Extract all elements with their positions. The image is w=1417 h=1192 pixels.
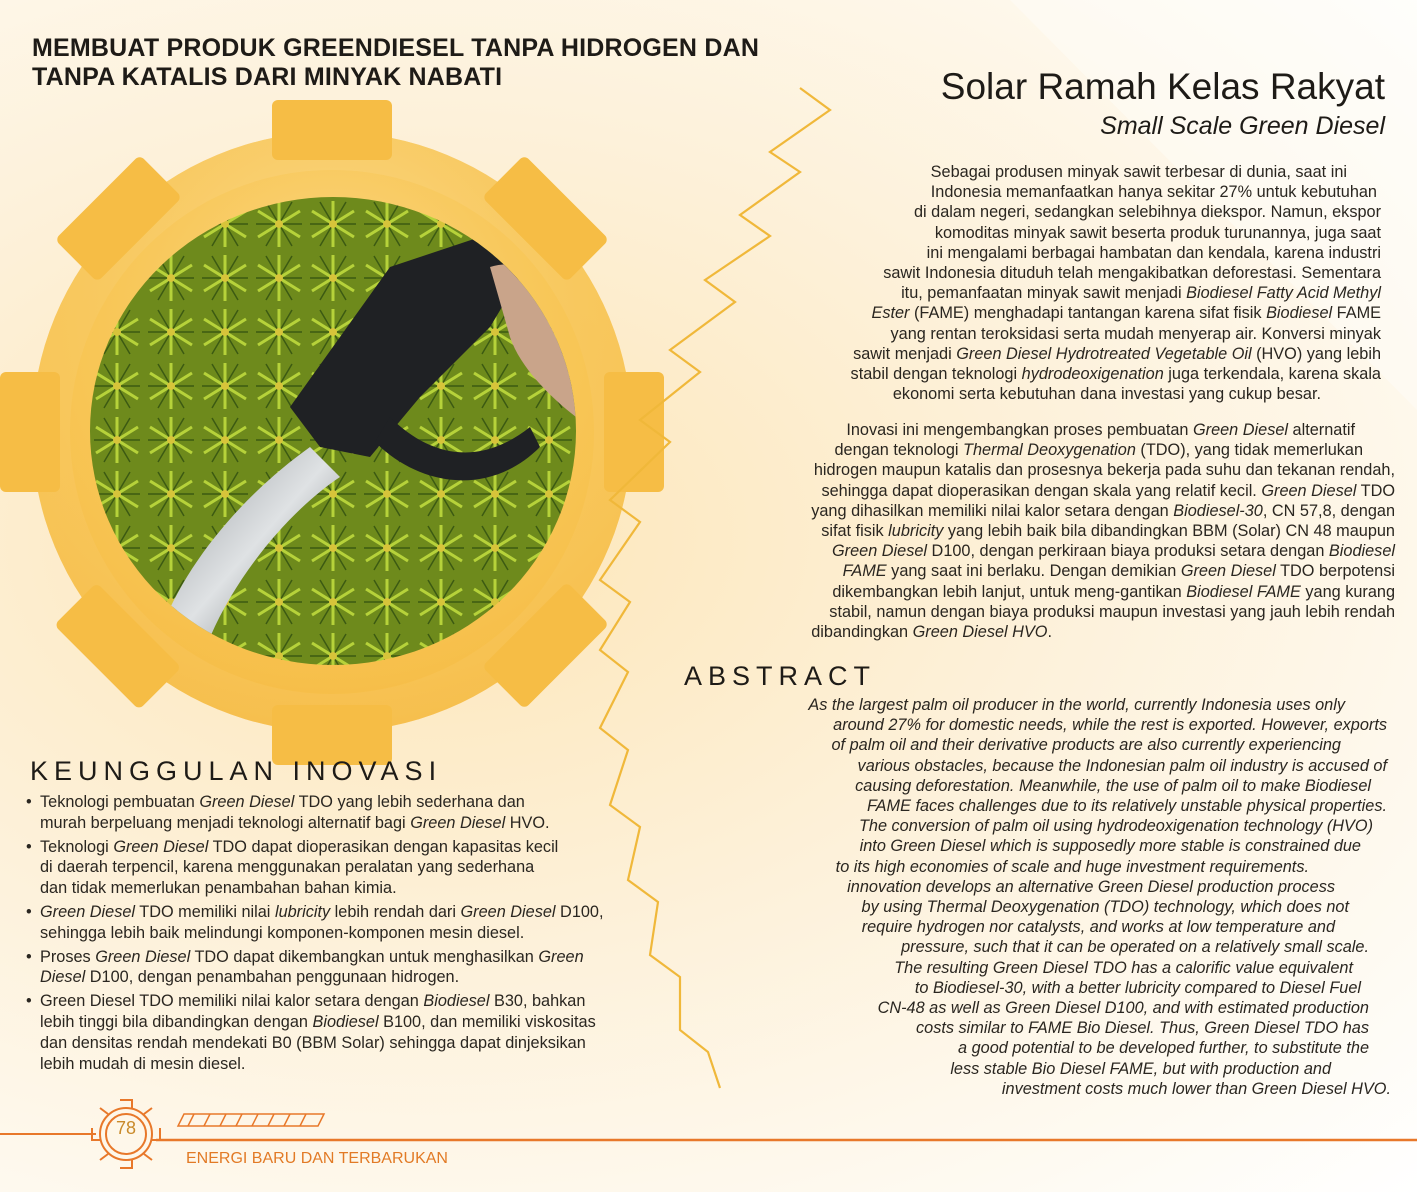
text-line: lebih tinggi bila dibandingkan dengan Biodiesel B100, dan memiliki viskositas: [40, 1012, 596, 1031]
page-subtitle: Small Scale Green Diesel: [1100, 112, 1385, 140]
abstract-text: [808, 695, 1391, 1099]
text-line: di dalam negeri, sedangkan selebihnya diekspor. Namun, ekspor: [913, 203, 1381, 222]
text-line: sawit menjadi Green Diesel Hydrotreated Vegetable Oil (HVO) yang lebih: [853, 344, 1381, 363]
text-line: Diesel D100, dengan penambahan penggunaan hidrogen.: [40, 968, 460, 987]
text-line: Indonesia memanfaatkan hanya sekitar 27% untuk kebutuhan: [930, 183, 1377, 202]
text-line: komoditas minyak sawit beserta produk turunannya, juga saat: [934, 223, 1381, 242]
text-line: CN-48 as well as Green Diesel D100, and with estimated production: [877, 999, 1369, 1018]
header-line-2: TANPA KATALIS DARI MINYAK NABATI: [32, 63, 503, 91]
bullet: •: [26, 837, 32, 856]
text-line: dikembangkan lebih lanjut, untuk meng-gantikan Biodiesel FAME yang kurang: [832, 582, 1395, 601]
abstract-heading: ABSTRACT: [684, 661, 877, 691]
list-item: [26, 902, 746, 944]
text-line: murah berpeluang menjadi teknologi alternatif bagi Green Diesel HVO.: [40, 813, 550, 832]
bullet: •: [26, 947, 32, 966]
text-line: to Biodiesel-30, with a better lubricity compared to Diesel Fuel: [914, 978, 1361, 997]
text-line: lebih mudah di mesin diesel.: [40, 1054, 246, 1073]
text-line: The resulting Green Diesel TDO has a calorific value equivalent: [894, 958, 1353, 977]
text-line: around 27% for domestic needs, while the rest is exported. However, exports: [833, 716, 1387, 735]
page-number: 78: [115, 1118, 137, 1138]
text-line: yang rentan teroksidasi serta mudah menyerap air. Konversi minyak: [890, 324, 1381, 343]
text-line: Proses Green Diesel TDO dapat dikembangkan untuk menghasilkan Green: [40, 947, 584, 966]
bullet: •: [26, 902, 32, 921]
text-line: Teknologi pembuatan Green Diesel TDO yang lebih sederhana dan: [40, 793, 525, 811]
page-header: [32, 34, 852, 92]
stripe-pattern: [178, 1114, 324, 1126]
keunggulan-list: [26, 792, 746, 1077]
text-line: to its high economies of scale and huge investment requirements.: [835, 857, 1309, 876]
text-line: costs similar to FAME Bio Diesel. Thus, Green Diesel TDO has: [916, 1019, 1369, 1038]
text-line: di daerah terpencil, karena menggunakan peralatan yang sederhana: [40, 858, 535, 877]
text-line: Inovasi ini mengembangkan proses pembuatan Green Diesel alternatif: [846, 421, 1355, 439]
text-line: stabil dengan teknologi hydrodeoxigenation juga terkendala, karena skala: [850, 365, 1381, 384]
section-label: ENERGI BARU DAN TERBARUKAN: [186, 1150, 448, 1167]
text-line: investment costs much lower than Green Diesel HVO.: [1001, 1079, 1391, 1098]
text-line: Teknologi Green Diesel TDO dapat dioperasikan dengan kapasitas kecil: [40, 837, 559, 856]
text-line: sifat fisik lubricity yang lebih baik bila dibandingkan BBM (Solar) CN 48 maupun: [821, 522, 1395, 541]
text-line: require hydrogen nor catalysts, and works at low temperature and: [861, 918, 1335, 937]
list-item: [26, 991, 746, 1074]
bullet: •: [26, 793, 32, 811]
text-line: ekonomi serta kebutuhan dana investasi yang cukup besar.: [892, 385, 1321, 404]
header-line-1: MEMBUAT PRODUK GREENDIESEL TANPA HIDROGEN DAN: [32, 34, 760, 62]
text-line: less stable Bio Diesel FAME, but with production and: [950, 1059, 1331, 1078]
text-line: causing deforestation. Meanwhile, the use of palm oil to make Biodiesel: [855, 776, 1371, 795]
text-line: pressure, such that it can be operated on a relatively small scale.: [901, 938, 1369, 957]
body-paragraph-1: [851, 162, 1381, 404]
text-line: Green Diesel TDO memiliki nilai lubricity lebih rendah dari Green Diesel D100,: [40, 902, 604, 921]
text-line: FAME yang saat ini berlaku. Dengan demikian Green Diesel TDO berpotensi: [842, 562, 1395, 581]
text-line: by using Thermal Deoxygenation (TDO) technology, which does not: [861, 898, 1349, 917]
text-line: Sebagai produsen minyak sawit terbesar di dunia, saat ini: [930, 163, 1347, 181]
text-line: yang dihasilkan memiliki nilai kalor setara dengan Biodiesel-30, CN 57,8, dengan: [811, 501, 1395, 520]
text-line: dengan teknologi Thermal Deoxygenation (TDO), yang tidak memerlukan: [834, 441, 1363, 460]
text-line: dan tidak memerlukan penambahan bahan kimia.: [40, 879, 397, 898]
body-paragraph-2: [811, 420, 1395, 642]
bullet: •: [26, 992, 32, 1011]
keunggulan-heading: KEUNGGULAN INOVASI: [30, 756, 443, 786]
text-line: Green Diesel D100, dengan perkiraan biaya produksi setara dengan Biodiesel: [832, 542, 1395, 561]
text-line: dan densitas rendah mendekati B0 (BBM Solar) sehingga dapat dinjeksikan: [40, 1033, 586, 1052]
text-line: stabil, namun dengan biaya produksi maupun investasi yang jauh lebih rendah: [829, 602, 1395, 621]
text-line: Ester (FAME) menghadapi tantangan karena sifat fisik Biodiesel FAME: [871, 304, 1381, 323]
text-line: Green Diesel TDO memiliki nilai kalor setara dengan Biodiesel B30, bahkan: [40, 992, 586, 1011]
text-line: ini mengalami berbagai hambatan dan kendala, karena industri: [926, 243, 1381, 262]
text-line: hidrogen maupun katalis dan prosesnya bekerja pada suhu dan tekanan rendah,: [813, 461, 1395, 480]
fuel-nozzle-photo: [90, 197, 576, 665]
list-item: [26, 837, 746, 899]
text-line: into Green Diesel which is supposedly more stable is constrained due: [859, 837, 1361, 856]
text-line: sehingga dapat dioperasikan dengan skala yang relatif kecil. Green Diesel TDO: [821, 481, 1395, 500]
text-line: sehingga lebih baik melindungi komponen-komponen mesin diesel.: [40, 923, 525, 942]
text-line: FAME faces challenges due to its relatively unstable physical properties.: [866, 797, 1387, 816]
text-line: itu, pemanfaatan minyak sawit menjadi Biodiesel Fatty Acid Methyl: [901, 284, 1381, 303]
page-title: Solar Ramah Kelas Rakyat: [940, 66, 1385, 107]
list-item: [26, 947, 746, 989]
text-line: dibandingkan Green Diesel HVO.: [811, 623, 1052, 642]
list-item: [26, 792, 746, 834]
text-line: of palm oil and their derivative products are also currently experiencing: [831, 736, 1341, 755]
text-line: The conversion of palm oil using hydrodeoxigenation technology (HVO): [858, 817, 1373, 836]
text-line: innovation develops an alternative Green Diesel production process: [847, 877, 1335, 896]
text-line: various obstacles, because the Indonesian palm oil industry is accused of: [857, 756, 1387, 775]
text-line: As the largest palm oil producer in the world, currently Indonesia uses only: [808, 696, 1345, 714]
text-line: sawit Indonesia dituduh telah mengakibatkan deforestasi. Sementara: [883, 264, 1381, 283]
text-line: a good potential to be developed further, to substitute the: [958, 1039, 1369, 1058]
